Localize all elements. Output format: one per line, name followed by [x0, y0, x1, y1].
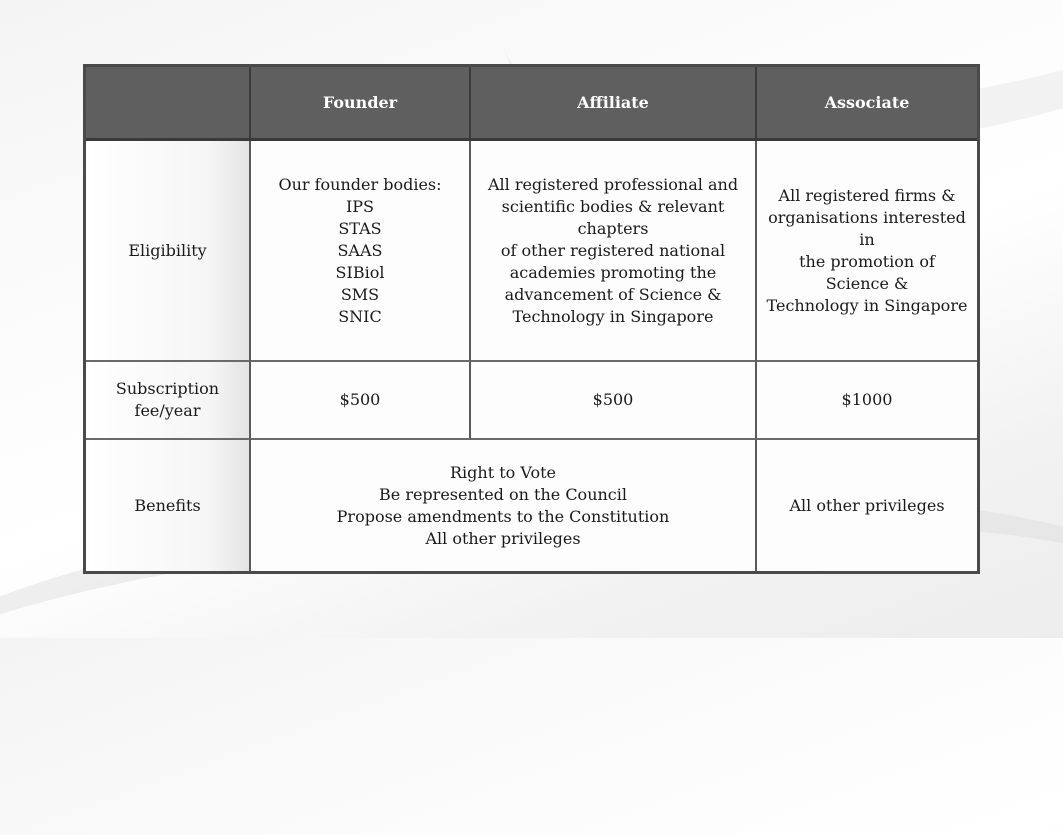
- text-line: IPS: [345, 196, 375, 216]
- text-line: Technology in Singapore: [766, 295, 968, 315]
- header-founder: Founder: [251, 67, 471, 141]
- subscription-founder-cell: $500: [251, 362, 471, 440]
- text-line: Right to Vote: [450, 462, 556, 482]
- subscription-associate-cell: $1000: [757, 362, 977, 440]
- text-line: SIBiol: [335, 262, 385, 282]
- text-line: organisations interested in: [768, 207, 966, 249]
- header-associate: Associate: [757, 67, 977, 141]
- text-line: All registered firms &: [778, 185, 956, 205]
- row-label-subscription: [86, 362, 251, 440]
- text-line: Propose amendments to the Constitution: [336, 506, 670, 526]
- text-line: Subscription: [115, 379, 220, 398]
- eligibility-associate-cell: [757, 141, 977, 362]
- text-line: advancement of Science &: [504, 284, 722, 304]
- text-line: STAS: [338, 218, 382, 238]
- text-line: SMS: [340, 284, 380, 304]
- subscription-affiliate-cell: $500: [471, 362, 757, 440]
- header-corner-cell: [86, 67, 251, 141]
- text-line: scientific bodies & relevant chapters: [501, 196, 725, 238]
- text-line: of other registered national: [500, 240, 726, 260]
- membership-table: [83, 64, 980, 574]
- eligibility-founder-cell: [251, 141, 471, 362]
- text-line: the promotion of Science &: [799, 251, 935, 293]
- row-label-benefits: Benefits: [86, 440, 251, 571]
- text-line: Our founder bodies:: [278, 174, 442, 194]
- text-line: fee/year: [134, 401, 201, 420]
- eligibility-affiliate-cell: [471, 141, 757, 362]
- text-line: academies promoting the: [509, 262, 717, 282]
- text-line: Be represented on the Council: [379, 484, 627, 504]
- text-line: Technology in Singapore: [512, 306, 714, 326]
- text-line: SAAS: [337, 240, 383, 260]
- benefits-founder-affiliate-cell: [251, 440, 757, 571]
- text-line: SNIC: [338, 306, 382, 326]
- text-line: All registered professional and: [487, 174, 739, 194]
- text-line: All other privileges: [425, 528, 581, 548]
- benefits-associate-cell: All other privileges: [789, 495, 945, 515]
- header-affiliate: Affiliate: [471, 67, 757, 141]
- row-label-eligibility: Eligibility: [86, 141, 251, 362]
